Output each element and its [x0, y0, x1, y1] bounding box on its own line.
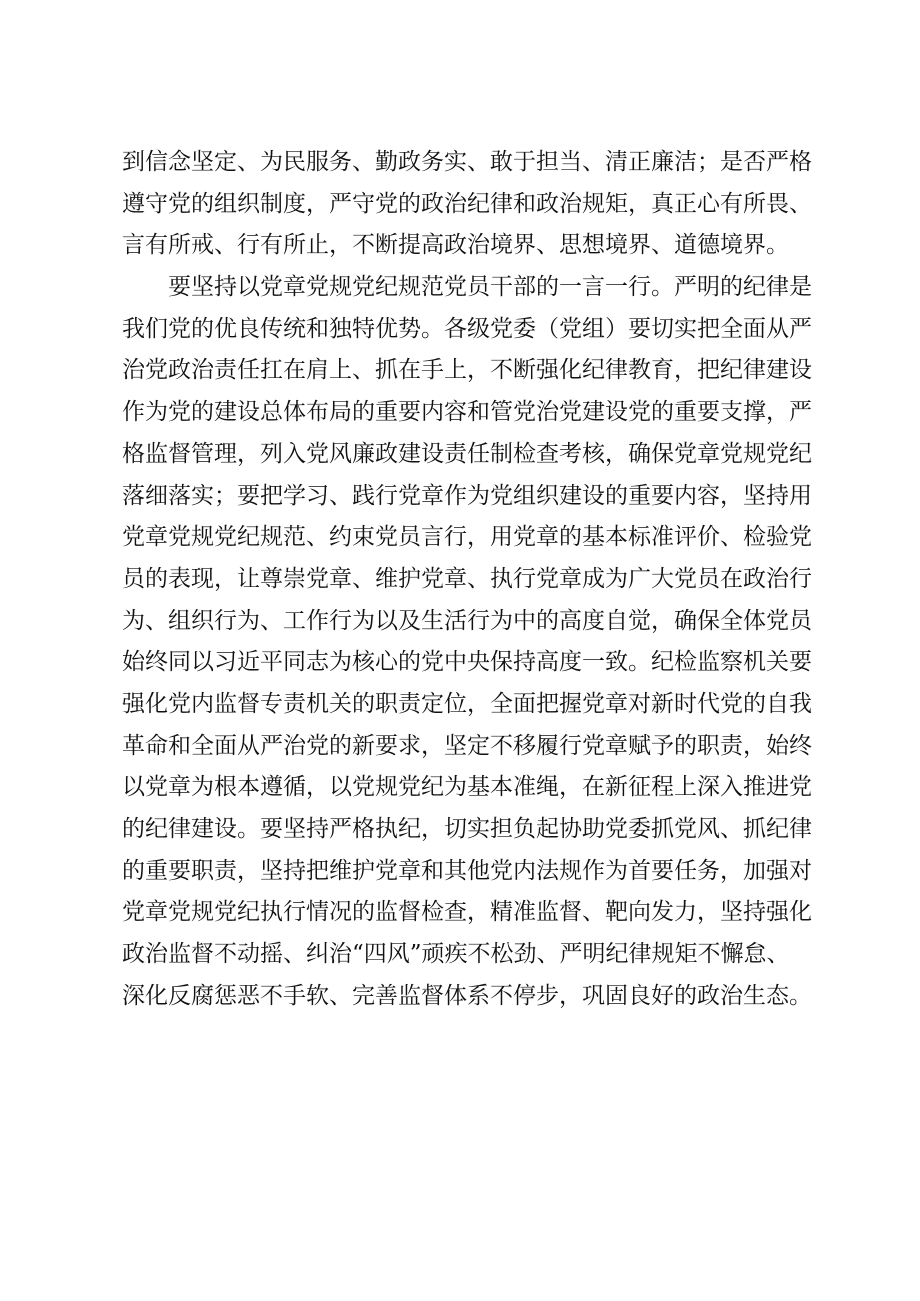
- text-line: 为、组织行为、工作行为以及生活行为中的高度自觉，确保全体党员: [122, 607, 812, 634]
- paragraph-continued: [122, 142, 832, 267]
- text-line: 强化党内监督专责机关的职责定位，全面把握党章对新时代党的自我: [122, 690, 812, 717]
- text-line: 政治监督不动摇、纠治“四风”顽疾不松劲、严明纪律规矩不懈怠、: [122, 941, 790, 968]
- text-line: 以党章为根本遵循，以党规党纪为基本准绳，在新征程上深入推进党: [122, 774, 812, 801]
- text-line: 遵守党的组织制度，严守党的政治纪律和政治规矩，真正心有所畏、: [122, 190, 812, 217]
- text-line: 革命和全面从严治党的新要求，坚定不移履行党章赋予的职责，始终: [122, 732, 812, 759]
- text-line: 深化反腐惩恶不手软、完善监督体系不停步，巩固良好的政治生态。: [122, 982, 812, 1009]
- text-line: 员的表现，让尊崇党章、维护党章、执行党章成为广大党员在政治行: [122, 565, 812, 592]
- text-line: 落细落实；要把学习、践行党章作为党组织建设的重要内容，坚持用: [122, 482, 812, 509]
- document-body: [122, 142, 832, 1017]
- paragraph-main: [122, 267, 832, 1017]
- text-line: 的纪律建设。要坚持严格执纪，切实担负起协助党委抓党风、抓纪律: [122, 816, 812, 842]
- text-line: 党章党规党纪执行情况的监督检查，精准监督、靶向发力，坚持强化: [122, 899, 812, 926]
- text-line: 要坚持以党章党规党纪规范党员干部的一言一行。严明的纪律是: [168, 274, 812, 301]
- text-line: 的重要职责，坚持把维护党章和其他党内法规作为首要任务，加强对: [122, 857, 812, 884]
- text-line: 我们党的优良传统和独特优势。各级党委（党组）要切实把全面从严: [122, 315, 812, 342]
- text-line: 到信念坚定、为民服务、勤政务实、敢于担当、清正廉洁；是否严格: [122, 149, 812, 175]
- text-line: 作为党的建设总体布局的重要内容和管党治党建设党的重要支撑，严: [122, 399, 812, 426]
- text-line: 党章党规党纪规范、约束党员言行，用党章的基本标准评价、检验党: [122, 524, 812, 551]
- text-line: 始终同以习近平同志为核心的党中央保持高度一致。纪检监察机关要: [122, 649, 812, 676]
- text-line: 言有所戒、行有所止，不断提高政治境界、思想境界、道德境界。: [122, 232, 789, 259]
- text-line: 治党政治责任扛在肩上、抓在手上，不断强化纪律教育，把纪律建设: [122, 357, 812, 384]
- text-line: 格监督管理，列入党风廉政建设责任制检查考核，确保党章党规党纪: [122, 440, 812, 467]
